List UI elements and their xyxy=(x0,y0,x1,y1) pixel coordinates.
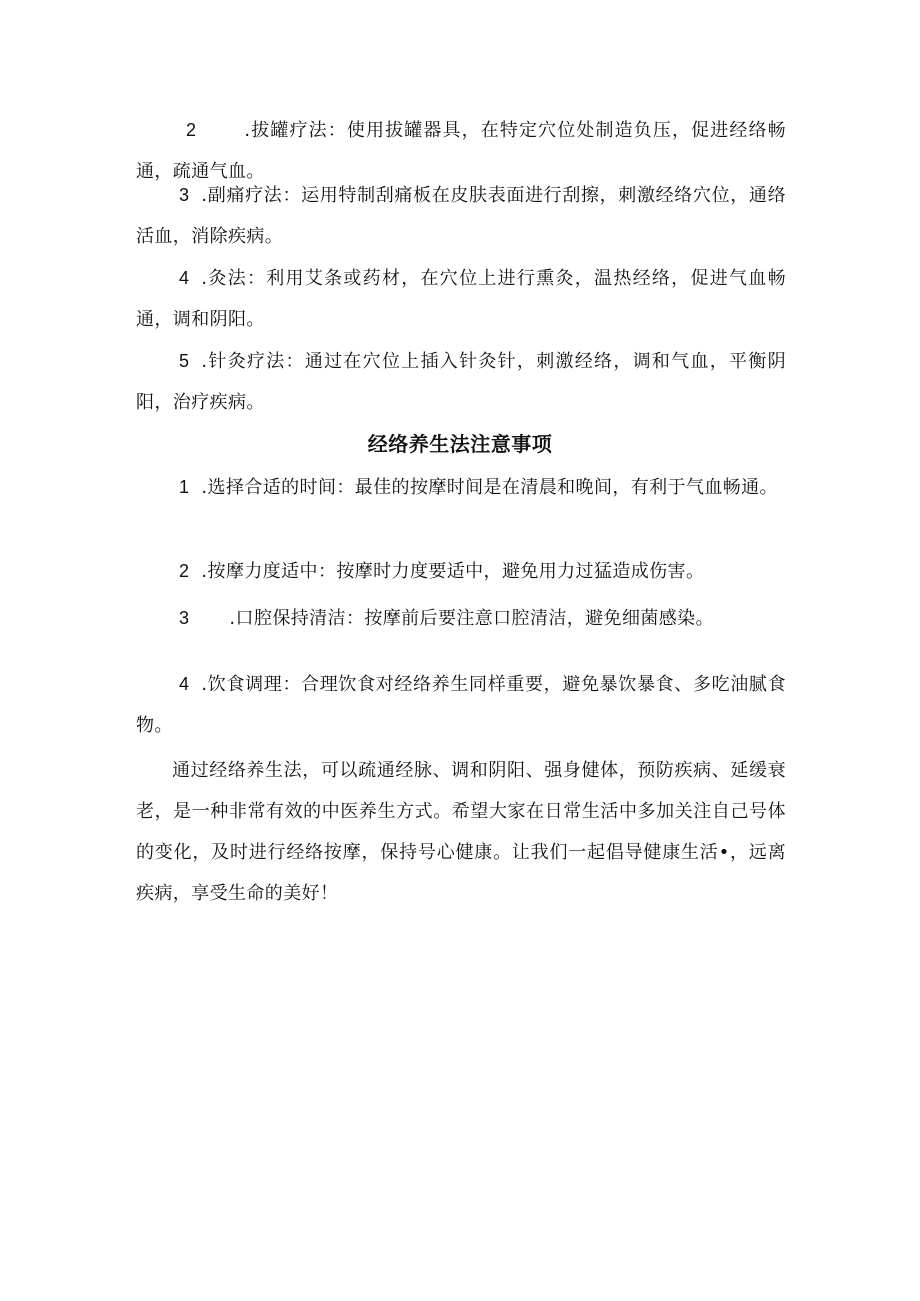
precaution-item-2 xyxy=(136,551,786,592)
method-item-5 xyxy=(136,341,786,423)
method-number: 5 xyxy=(179,351,190,371)
method-text: .灸法：利用艾条或药材，在穴位上进行熏灸，温热经络，促进气血畅通，调和阴阳。 xyxy=(136,268,786,330)
precaution-text: .按摩力度适中：按摩时力度要适中，避免用力过猛造成伤害。 xyxy=(201,561,705,582)
method-text: .拔罐疗法：使用拔罐器具，在特定穴位处制造负压，促进经络畅通，疏通气血。 xyxy=(136,120,786,182)
precaution-text: .饮食调理：合理饮食对经络养生同样重要，避免暴饮暴食、多吃油腻食物。 xyxy=(136,674,786,736)
precaution-number: 2 xyxy=(179,561,190,581)
precaution-text: .选择合适的时间：最佳的按摩时间是在清晨和晚间，有利于气血畅通。 xyxy=(201,477,778,498)
precaution-number: 1 xyxy=(179,477,190,497)
method-number: 3 xyxy=(179,185,190,205)
precaution-item-4 xyxy=(136,664,786,746)
precaution-text: .口腔保持清洁：按摩前后要注意口腔清洁，避免细菌感染。 xyxy=(229,608,714,629)
precaution-item-1 xyxy=(136,467,786,508)
precaution-number: 3 xyxy=(179,608,190,628)
method-item-4 xyxy=(136,258,786,340)
precaution-number: 4 xyxy=(179,674,190,694)
method-text: .副痛疗法：运用特制刮痛板在皮肤表面进行刮擦，刺激经络穴位，通络活血，消除疾病。 xyxy=(136,185,786,247)
method-item-3 xyxy=(136,175,786,257)
section-title: 经络养生法注意事项 xyxy=(367,432,553,456)
precaution-item-3 xyxy=(136,598,786,639)
conclusion-paragraph: 通过经络养生法，可以疏通经脉、调和阴阳、强身健体，预防疾病、延缓衰老，是一种非常有效的中医养生方式。希望大家在日常生活中多加关注自己号体的变化，及时进行经络按摩，保持号心健康。让我们一起倡导健康生活•，远离疾病，享受生命的美好！ xyxy=(136,760,786,904)
method-text: .针灸疗法：通过在穴位上插入针灸针，刺激经络，调和气血，平衡阴阳，治疗疾病。 xyxy=(136,351,786,413)
method-number: 2 xyxy=(186,120,197,140)
method-number: 4 xyxy=(179,268,190,288)
